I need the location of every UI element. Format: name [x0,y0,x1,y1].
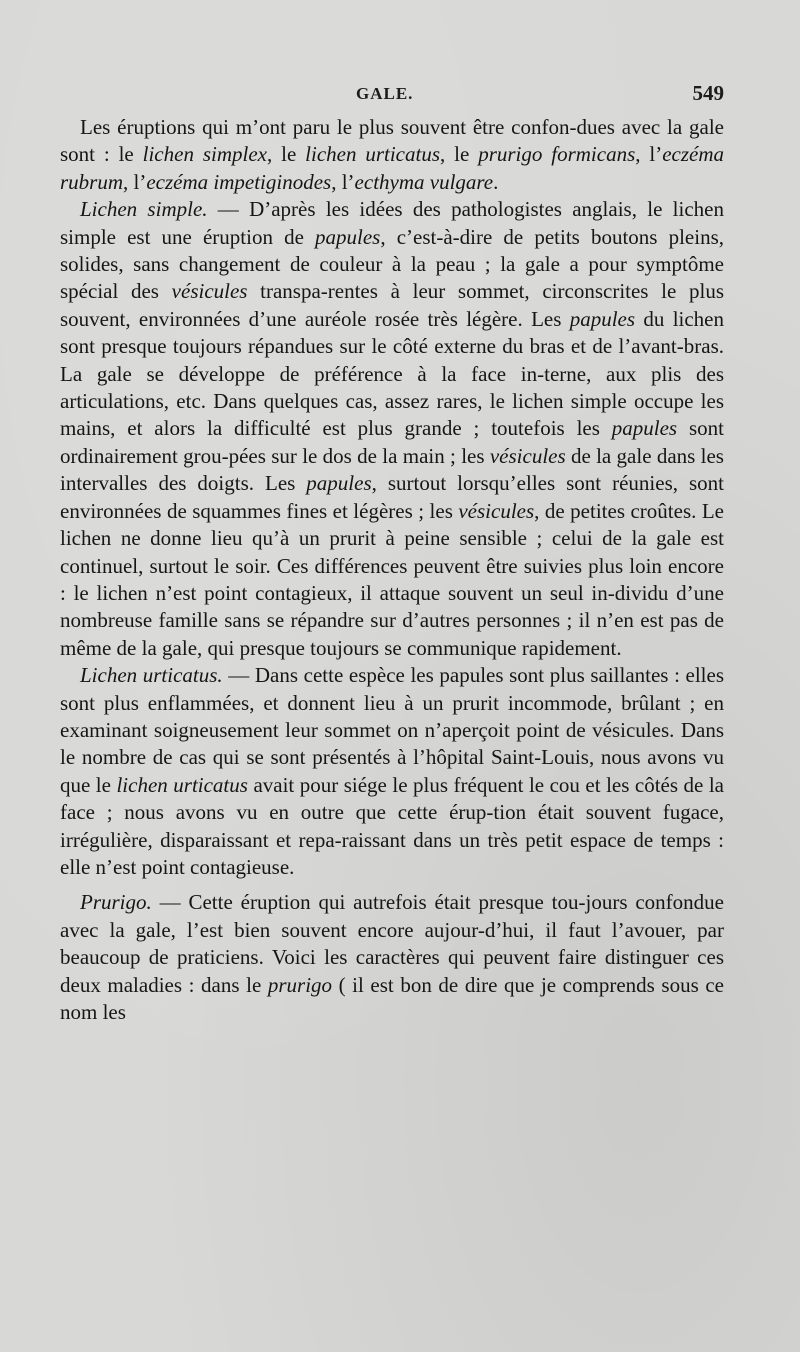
italic-term: papules [569,306,636,331]
italic-term: lichen urticatus [305,142,441,167]
paragraph-lichen-urticatus [60,662,724,881]
italic-term: papules [611,416,678,441]
text-run: — Cette éruption qui autrefois était presque tou-jours confondue avec la gale, l’est bien souvent encore aujour-d’hui, il faut l’avouer, par beaucoup de praticiens. Voici les caractères qui peuvent faire distinguer ces deux maladies : dans le [60,890,724,997]
italic-term: ecthyma vulgare [354,169,494,194]
italic-term: papules [315,224,381,249]
text-run: , surtout lorsqu’elles sont réunies, sont environnées de squammes fines et légères ; les [60,471,724,523]
text-run: ( il est bon de dire que je comprends sous ce nom les [60,972,724,1024]
text-run: avait pour siége le plus fréquent le cou et les côtés de la face ; nous avons vu en outre que cette érup-tion était souvent fugace, irrégulière, disparaissant et repa-raissant dans un très petit espace de temps : elle n’est point contagieuse. [60,772,724,879]
text-run: — Dans cette espèce les papules sont plus saillantes : elles sont plus enflammées, et donnent lieu à un prurit incommode, brûlant ; en examinant soigneusement leur sommet on n’aperçoit point de vésicules. Dans le nombre de cas qui se sont présentés à l’hôpital Saint-Louis, nous avons vu que le [60,663,725,797]
paragraph-prurigo [60,889,724,1026]
section-heading: Prurigo. [80,890,152,915]
text-run: Les éruptions qui m’ont paru le plus souvent être confon-dues avec la gale sont : le [60,115,724,167]
text-run: , le [440,142,479,167]
section-heading: Lichen urticatus. [80,663,223,688]
italic-term: papules [306,471,372,496]
italic-term: prurigo formicans [478,142,636,167]
italic-term: eczéma impetiginodes [146,169,332,194]
paragraph-lichen-simple [60,196,724,662]
italic-term: vésicules [458,498,535,523]
body-text [60,114,724,1026]
text-run: , l’ [123,169,147,194]
running-title: GALE. [356,84,414,103]
text-run: , de petites croûtes. Le lichen ne donne lieu qu’à un prurit à peine sensible ; celui de la gale est continuel, surtout le soir. Ces différences peuvent être suivies plus loin encore : le lichen n’est point contagieux, il attaque souvent un seul in-dividu d’une nombreuse famille sans se répandre sur d’autres personnes ; il n’en est pas de même de la gale, qui presque toujours se communique rapidement. [60,498,724,660]
text-run: transpa-rentes à leur sommet, circonscrites le plus souvent, environnées d’une auréole rosée très légère. Les [60,279,725,331]
text-run: . [493,169,499,194]
section-heading: Lichen simple. [80,197,208,222]
page-number: 549 [692,81,724,105]
italic-term: lichen simplex [142,142,267,167]
text-run: sont ordinairement grou-pées sur le dos de la main ; les [60,416,724,468]
italic-term: eczéma rubrum [60,142,725,194]
italic-term: vésicules [171,279,248,304]
page-header [60,81,724,110]
italic-term: prurigo [267,972,333,997]
text-run: , c’est-à-dire de petits boutons pleins, solides, sans changement de couleur à la peau ; la gale a pour symptôme spécial des [60,224,724,304]
italic-term: lichen urticatus [116,772,248,797]
italic-term: vésicules [489,443,566,468]
text-run: — D’après les idées des pathologistes anglais, le lichen simple est une éruption de [60,197,724,249]
text-run: du lichen sont presque toujours répandues sur le côté externe du bras et de l’avant-bras. La gale se développe de préférence à la face in-terne, aux plis des articulations, etc. Dans quelques cas, assez rares, le lichen simple occupe les mains, et alors la difficulté est plus grande ; toutefois les [60,306,725,441]
text-run: , l’ [331,169,355,194]
text-run: de la gale dans les intervalles des doigts. Les [60,443,724,496]
text-run: , le [266,142,306,167]
paragraph-eruptions [60,114,724,196]
text-run: , l’ [635,142,663,167]
paragraph-gap [60,881,724,889]
